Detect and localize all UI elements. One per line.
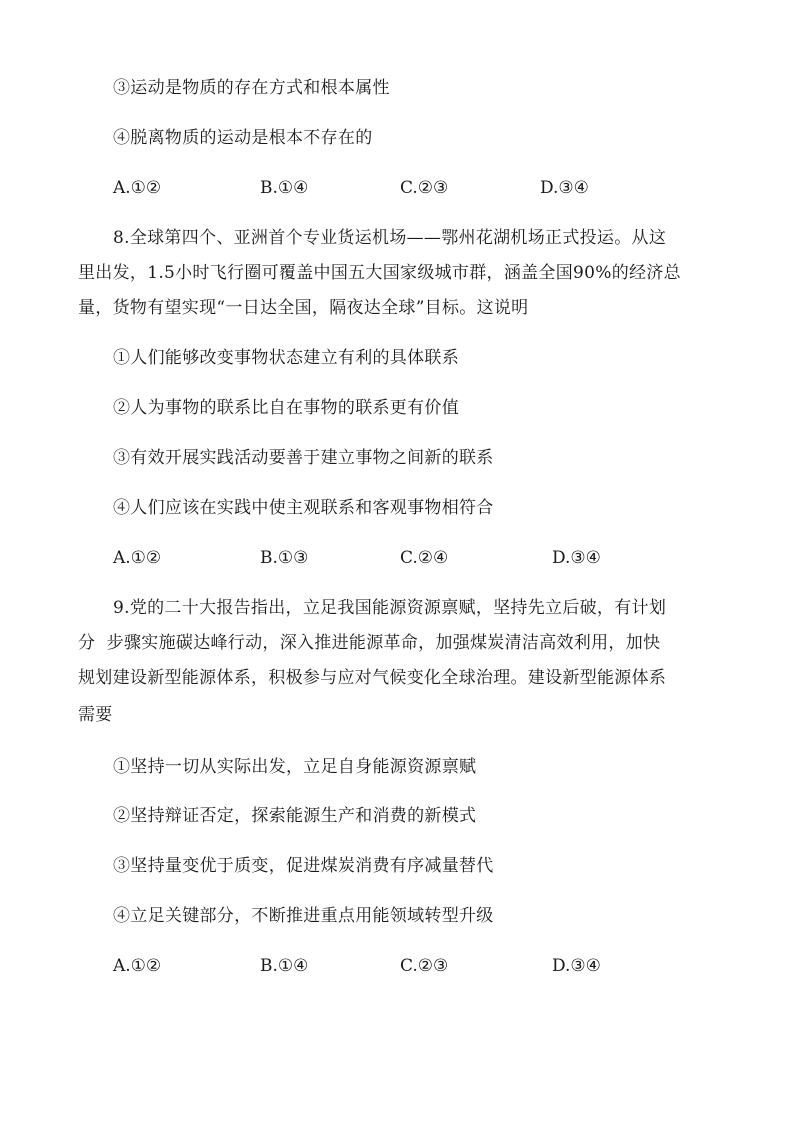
q9-statement-2: ②坚持辩证否定，探索能源生产和消费的新模式 <box>113 806 477 826</box>
q8-option-d: D.③④ <box>552 548 601 568</box>
q9-statement-4: ④立足关键部分，不断推进重点用能领域转型升级 <box>113 906 494 926</box>
q8-statement-3: ③有效开展实践活动要善于建立事物之间新的联系 <box>113 448 494 468</box>
q9-stem-line-1: 9.党的二十大报告指出，立足我国能源资源禀赋，坚持先立后破，有计划 <box>113 598 667 618</box>
q8-stem-line-2: 里出发，1.5小时飞行圈可覆盖中国五大国家级城市群，涵盖全国90%的经济总 <box>78 263 681 283</box>
q9-stem-line-4: 需要 <box>78 705 113 725</box>
q7-statement-4: ④脱离物质的运动是根本不存在的 <box>113 128 373 148</box>
q8-option-a: A.①② <box>113 548 162 568</box>
q8-statement-4: ④人们应该在实践中使主观联系和客观事物相符合 <box>113 498 494 518</box>
q9-option-b: B.①④ <box>260 956 309 976</box>
q9-statement-1: ①坚持一切从实际出发，立足自身能源资源禀赋 <box>113 757 477 777</box>
q7-option-a: A.①② <box>113 178 162 198</box>
q9-option-a: A.①② <box>113 956 162 976</box>
q8-option-b: B.①③ <box>260 548 309 568</box>
q8-statement-2: ②人为事物的联系比自在事物的联系更有价值 <box>113 398 459 418</box>
q7-option-b: B.①④ <box>260 178 309 198</box>
q9-statement-3: ③坚持量变优于质变，促进煤炭消费有序减量替代 <box>113 856 494 876</box>
q8-stem-line-1: 8.全球第四个、亚洲首个专业货运机场——鄂州花湖机场正式投运。从这 <box>113 228 667 248</box>
q7-statement-3: ③运动是物质的存在方式和根本属性 <box>113 78 390 98</box>
q8-statement-1: ①人们能够改变事物状态建立有利的具体联系 <box>113 348 459 368</box>
q9-stem-line-3: 规划建设新型能源体系，积极参与应对气候变化全球治理。建设新型能源体系 <box>78 668 667 688</box>
q9-option-d: D.③④ <box>552 956 601 976</box>
q8-stem-line-3: 量，货物有望实现“一日达全国，隔夜达全球”目标。这说明 <box>78 298 529 318</box>
q7-option-c: C.②③ <box>400 178 449 198</box>
q9-stem-line-2: 分 步骤实施碳达峰行动，深入推进能源革命，加强煤炭清洁高效利用，加快 <box>78 633 661 653</box>
q9-option-c: C.②③ <box>400 956 449 976</box>
q8-option-c: C.②④ <box>400 548 449 568</box>
q7-option-d: D.③④ <box>540 178 589 198</box>
